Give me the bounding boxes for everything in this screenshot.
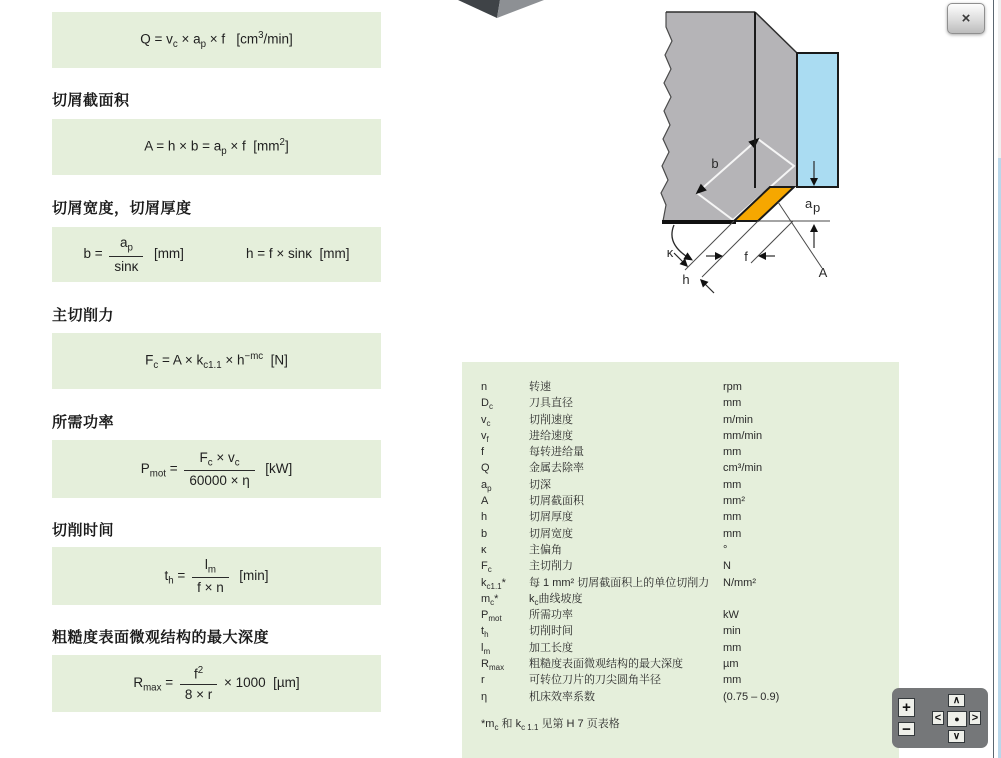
chevron-down-icon: ∨: [952, 731, 961, 742]
symbol-cell: f: [481, 446, 485, 459]
unit-cell: N: [723, 560, 731, 573]
unit-cell: mm: [723, 527, 742, 540]
h-arrow-line-1: [674, 253, 683, 262]
table-row: [462, 672, 899, 688]
label-A: A: [818, 265, 828, 280]
description-cell: 粗糙度表面微观结构的最大深度: [529, 658, 683, 671]
unit-cell: mm²: [723, 495, 745, 508]
unit-cell: rpm: [723, 381, 742, 393]
table-row: [462, 656, 899, 672]
symbol-cell: $l_m$: [481, 641, 491, 656]
description-cell: 主偏角: [529, 543, 562, 556]
section-heading-roughness: 粗糙度表面微观结构的最大深度: [52, 629, 270, 646]
table-row: [462, 640, 899, 656]
unit-cell: cm³/min: [723, 462, 763, 475]
label-kappa: κ: [666, 245, 674, 260]
table-row: [462, 395, 899, 411]
table-row: [462, 444, 899, 460]
section-heading-required-power: 所需功率: [52, 414, 115, 431]
description-cell: 转速: [529, 381, 551, 393]
description-cell: 机床效率系数: [529, 690, 595, 703]
section-heading-chip-width-thickness: 切屑宽度，切屑厚度: [52, 200, 192, 217]
unit-cell: °: [723, 543, 728, 556]
description-cell: 切削时间: [529, 625, 573, 638]
minus-icon: −: [902, 720, 911, 738]
symbol-cell: $v_f$: [481, 429, 489, 445]
section-heading-chip-area: 切屑截面积: [52, 92, 130, 109]
unit-cell: mm: [723, 397, 742, 410]
zoom-in-button[interactable]: [898, 698, 915, 717]
formula-box-metal-removal: [52, 12, 381, 68]
formula-box-chip-area: [52, 119, 381, 175]
description-cell: 切削速度: [529, 413, 573, 426]
description-cell: 刀具直径: [529, 397, 573, 410]
symbol-cell: $D_c$: [481, 397, 493, 412]
chevron-left-icon: <: [934, 712, 942, 724]
extension-line-1: [685, 221, 734, 270]
symbol-table-rows: [462, 379, 899, 705]
label-b: b: [711, 156, 719, 171]
formula-box-roughness: [52, 655, 381, 712]
label-f: f: [744, 249, 748, 264]
unit-cell: mm: [723, 478, 742, 491]
description-cell: 金属去除率: [529, 462, 584, 475]
formula-roughness: $R_{max}$ = $\frac{f^2}{8 \times r}$ × 1000 [µm]: [133, 665, 300, 702]
table-row: [462, 607, 899, 623]
table-row: [462, 493, 899, 509]
chevron-up-icon: ∧: [952, 695, 961, 706]
table-row: [462, 689, 899, 705]
unit-cell: mm/min: [723, 429, 763, 442]
ap-arrow-bottom: [810, 224, 818, 232]
f-arrow-left: [715, 252, 723, 260]
table-row: [462, 460, 899, 476]
extension-line-3: [751, 221, 793, 263]
formula-metal-removal: $Q = v_c \times a_p \times f$ $[cm^3/\min]$: [140, 29, 293, 51]
plus-icon: +: [902, 699, 911, 716]
unit-cell: (0.75 – 0.9): [723, 690, 780, 703]
symbol-table: [462, 362, 899, 758]
formula-box-cutting-force: [52, 333, 381, 389]
unit-cell: m/min: [723, 413, 753, 426]
pan-up-button[interactable]: [948, 694, 965, 707]
f-arrow-right: [758, 252, 766, 260]
extension-line-2: [702, 221, 758, 277]
label-ap-sub: p: [813, 200, 821, 215]
section-heading-cutting-force: 主切削力: [52, 307, 115, 324]
symbol-cell: $F_c$: [481, 560, 492, 575]
formula-box-cutting-time: [52, 547, 381, 605]
description-cell: 每转进给量: [529, 446, 584, 459]
symbol-cell: $v_c$: [481, 413, 491, 428]
symbol-cell: $P_{mot}$: [481, 609, 502, 624]
formula-cutting-force: $F_c = A \times k_{c1.1} \times h^{-mc}$ [N]: [145, 350, 288, 372]
table-row: [462, 591, 899, 607]
symbol-cell: η: [481, 690, 488, 703]
description-cell: 进给速度: [529, 429, 573, 442]
table-row: [462, 542, 899, 558]
symbol-cell: Q: [481, 462, 490, 475]
unit-cell: mm: [723, 641, 742, 654]
center-dot-icon: ●: [954, 714, 960, 724]
symbol-cell: $a_p$: [481, 478, 492, 493]
unit-cell: min: [723, 625, 741, 638]
cutting-geometry-diagram: [440, 0, 860, 300]
formula-box-chip-width-thickness: [52, 227, 381, 282]
h-arrow-line-2: [705, 284, 714, 293]
table-row: [462, 428, 899, 444]
description-cell: 可转位刀片的刀尖圆角半径: [529, 674, 661, 687]
close-button[interactable]: [947, 3, 985, 34]
label-ap: a: [805, 196, 813, 211]
formula-box-required-power: [52, 440, 381, 498]
pan-down-button[interactable]: [948, 730, 965, 743]
symbol-cell: h: [481, 511, 488, 524]
page-edge-divider: [993, 0, 994, 758]
description-cell: 切屑截面积: [529, 495, 584, 508]
table-footnote: $*m_c$ 和 $k_{c 1.1}$ 见第 H 7 页表格: [481, 717, 620, 733]
formula-required-power: $P_{mot}$ = $\frac{F_c \times v_c}{60000 \times \eta}$ [kW]: [140, 449, 293, 489]
close-icon: ×: [961, 10, 971, 27]
description-cell: 每 1 mm² 切屑截面积上的单位切削力: [529, 576, 710, 589]
unit-cell: mm: [723, 446, 742, 459]
pan-right-button[interactable]: [969, 711, 981, 725]
uncut-surface: [797, 53, 838, 187]
symbol-cell: $m_c*$: [481, 592, 499, 608]
label-h: h: [682, 272, 690, 287]
description-cell: 所需功率: [529, 609, 573, 622]
unit-cell: mm: [723, 674, 742, 687]
symbol-cell: n: [481, 381, 488, 393]
description-cell: 切深: [529, 478, 551, 491]
table-row: [462, 477, 899, 493]
tool-insert-left-face: [458, 0, 500, 18]
formula-chip-area: $A = h \times b = a_p \times f$ $[mm^2]$: [144, 136, 289, 158]
table-row: [462, 558, 899, 574]
table-row: [462, 509, 899, 525]
symbol-cell: $t_h$: [481, 625, 489, 640]
unit-cell: kW: [723, 609, 739, 622]
description-cell: 加工长度: [529, 641, 573, 654]
symbol-cell: κ: [481, 543, 487, 556]
table-row: [462, 623, 899, 639]
description-cell: 主切削力: [529, 560, 573, 573]
symbol-cell: r: [481, 674, 485, 687]
pan-center-button[interactable]: [947, 711, 967, 727]
chevron-right-icon: >: [971, 712, 979, 724]
section-heading-cutting-time: 切削时间: [52, 522, 115, 539]
unit-cell: µm: [723, 658, 739, 671]
zoom-out-button[interactable]: [898, 722, 915, 736]
symbol-cell: A: [481, 495, 489, 508]
table-row: [462, 379, 899, 395]
table-row: [462, 526, 899, 542]
description-cell: $k_c$曲线坡度: [529, 592, 583, 608]
pan-left-button[interactable]: [932, 711, 944, 725]
table-row: [462, 575, 899, 591]
table-row: [462, 412, 899, 428]
tool-insert-right-face: [497, 0, 544, 18]
formula-cutting-time: $t_h$ = $\frac{l_m}{f \times n}$ [min]: [164, 556, 269, 596]
description-cell: 切屑宽度: [529, 527, 573, 540]
symbol-cell: b: [481, 527, 488, 540]
description-cell: 切屑厚度: [529, 511, 573, 524]
symbol-cell: $k_{c1.1}*$: [481, 576, 506, 591]
unit-cell: mm: [723, 511, 742, 524]
formula-chip-width-thickness: b = $\frac{a_p}{\sin\kappa}$ [mm] h = f × sinκ [mm]: [83, 235, 350, 274]
symbol-cell: $R_{max}$: [481, 658, 505, 673]
navigation-panel: [892, 688, 988, 748]
unit-cell: N/mm²: [723, 576, 756, 589]
